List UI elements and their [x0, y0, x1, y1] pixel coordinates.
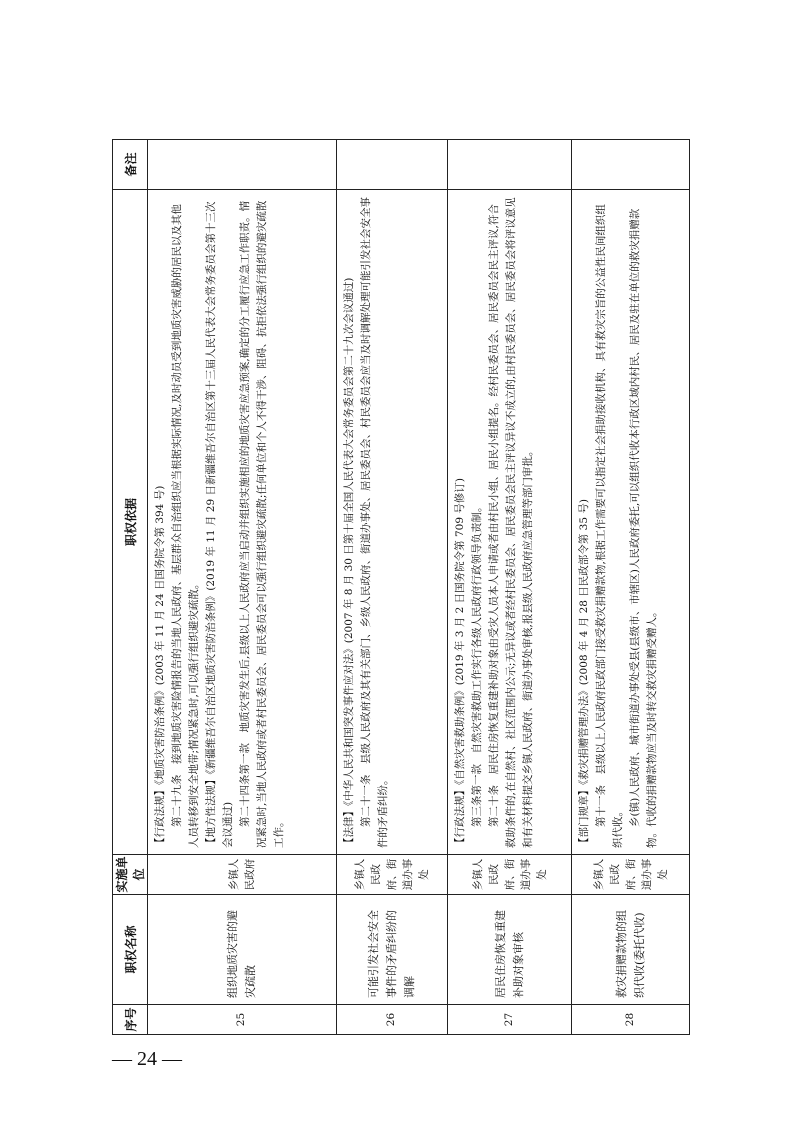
basis-line: 第二十条 居民住房恢复重建补助对象由受灾人员本人申请或者由村民小组、居民小组提名。经村民委员会、居民委员会民主评议,符合救助条件的,在自然村、社区范围内公示;无异议或者经村民委员会、居民委员会民主评议异议不成立的,由村民委员会、居民委员会将评议意见和有关材料提交乡镇人民政府、街道办事处审核,报县级人民政府应急管理等部门审批。 [487, 197, 534, 848]
row-note [447, 140, 571, 190]
table-row [336, 140, 447, 1035]
row-unit: 乡镇人民政府、街道办事处 [336, 855, 447, 895]
header-seq: 序号 [113, 1005, 148, 1035]
basis-line: 【部门规章】《救灾捐赠管理办法》(2008 年 4 月 28 日民政部令第 35 号) [578, 499, 591, 848]
basis-line: 【行政法规】《自然灾害救助条例》(2019 年 3 月 2 日国务院令第 709 号修订) [453, 478, 466, 848]
basis-line: 【行政法规】《地质灾害防治条例》(2003 年 11 月 24 日国务院令第 394 号) [154, 485, 166, 848]
row-basis [148, 190, 337, 855]
row-unit: 乡镇人民政府、街道办事处 [447, 855, 571, 895]
row-name: 组织地质灾害的避灾疏散 [148, 895, 337, 1005]
row-name: 救灾捐赠款物的组织代收(委托代收) [572, 895, 690, 1005]
table-row [447, 140, 571, 1035]
row-basis [572, 190, 690, 855]
basis-line: 第二十四条第一款 地质灾害发生后,县级以上人民政府应当启动并组织实施相应的地质灾害应急预案,确定的分工履行应急工作职责。情况紧急时,当地人民政府或者村民委员会、居民委员会可以强行组织避灾疏散;任何单位和个人不得干涉、阻碍、抗拒依法强行组织的避灾疏散工作。 [239, 200, 285, 848]
basis-line: 第二十九条 接到地质灾害险情报告的当地人民政府、基层群众自治组织应当根据实际情况,及时动员受到地质灾害威胁的居民以及其他人员转移到安全地带;情况紧急时,可以强行组织避灾疏散。 [171, 204, 200, 848]
row-note [336, 140, 447, 190]
row-seq: 28 [572, 1005, 690, 1035]
row-note [572, 140, 690, 190]
row-unit: 乡镇人民政府 [148, 855, 337, 895]
basis-line: 第十一条 县级以上人民政府民政部门接受救灾捐赠款物,根据工作需要可以指定社会捐助接收机构、具有救灾宗旨的公益性民间组织组织代收。 [595, 204, 625, 848]
row-note [148, 140, 337, 190]
row-name: 可能引发社会安全事件的矛盾纠纷的调解 [336, 895, 447, 1005]
rotated-table-container [112, 140, 690, 1035]
table-row [572, 140, 690, 1035]
row-basis [336, 190, 447, 855]
basis-line: 第三条第一款 自然灾害救助工作实行各级人民政府行政领导负责制。 [470, 501, 483, 827]
basis-line: 乡(镇)人民政府、城市街道办事处受县(县级市、市辖区)人民政府委托,可以组织代收本行政区域内村民、居民及驻在单位的救灾捐赠款物。代收的捐赠款物应当及时转交救灾捐赠受赠人。 [629, 208, 659, 848]
row-unit: 乡镇人民政府、街道办事处 [572, 855, 690, 895]
basis-line: 【法律】《中华人民共和国突发事件应对法》(2007 年 8 月 30 日第十届全国人民代表大会常务委员会第二十九次会议通过) [342, 277, 355, 848]
row-name: 居民住房恢复重建补助对象审核 [447, 895, 571, 1005]
header-unit: 实施单位 [113, 855, 148, 895]
table-header-row [113, 140, 148, 1035]
authority-table [112, 139, 690, 1035]
table-row [148, 140, 337, 1035]
row-seq: 26 [336, 1005, 447, 1035]
page-number: — 24 — [112, 1048, 182, 1070]
row-basis [447, 190, 571, 855]
header-name: 职权名称 [113, 895, 148, 1005]
basis-line: 【地方性法规】《新疆维吾尔自治区地质灾害防治条例》(2019 年 11 月 29 日新疆维吾尔自治区第十三届人民代表大会常务委员会第十三次会议通过) [205, 201, 234, 848]
basis-line: 第二十一条 县级人民政府及其有关部门、乡级人民政府、街道办事处、居民委员会、村民委员会应当及时调解处理可能引发社会安全事件的矛盾纠纷。 [359, 197, 389, 848]
header-note: 备注 [113, 140, 148, 190]
header-basis: 职权依据 [113, 190, 148, 855]
row-seq: 25 [148, 1005, 337, 1035]
row-seq: 27 [447, 1005, 571, 1035]
